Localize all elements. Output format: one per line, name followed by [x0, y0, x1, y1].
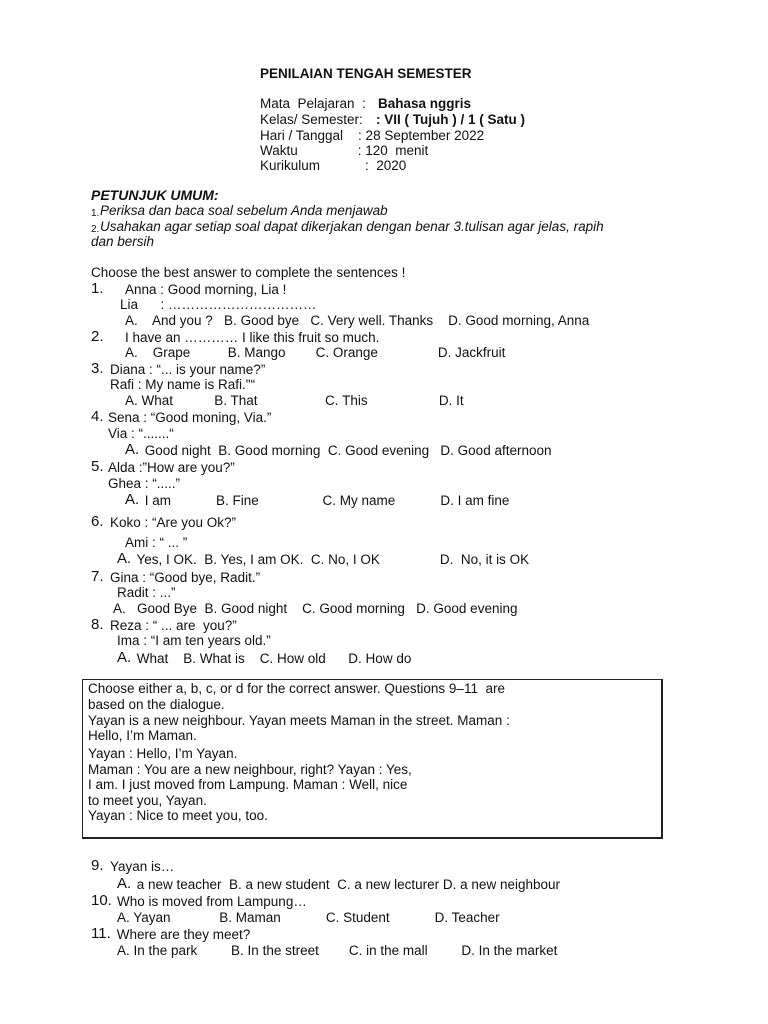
q11-options: A. In the park B. In the street C. in the mall D. In the market	[117, 943, 558, 958]
dialogue-line3: Yayan is a new neighbour. Yayan meets Maman in the street. Maman :	[88, 713, 510, 728]
q6-option-a-letter: A.	[117, 550, 132, 567]
q2-line1: I have an ………… I like this fruit so much.	[125, 330, 380, 345]
q7-options: A. Good Bye B. Good night C. Good morning D. Good evening	[113, 601, 518, 616]
q10-number: 10.	[91, 892, 112, 909]
q8-line1: Reza : “ ... are you?”	[110, 618, 237, 633]
q5-options: I am B. Fine C. My name D. I am fine	[141, 493, 510, 508]
q4-line1: Sena : “Good moning, Via.”	[108, 410, 272, 425]
q8-option-a-letter: A.	[117, 649, 132, 666]
q4-option-a-letter: A.	[125, 441, 140, 458]
subject-label: Mata Pelajaran :	[260, 96, 366, 111]
class-value: : VII ( Tujuh ) / 1 ( Satu )	[376, 112, 525, 127]
instruction-1: Periksa dan baca soal sebelum Anda menjawab	[100, 203, 388, 218]
q11-line1: Where are they meet?	[113, 927, 251, 942]
instructions-heading: PETUNJUK UMUM:	[91, 187, 219, 203]
dialogue-line2: based on the dialogue.	[88, 697, 225, 712]
q6-options: Yes, I OK. B. Yes, I am OK. C. No, I OK D. No, it is OK	[133, 552, 530, 567]
intro-text: Choose the best answer to complete the sentences !	[91, 265, 406, 280]
q11-number: 11.	[91, 925, 111, 942]
instruction-1-number: 1.	[91, 208, 100, 219]
dialogue-line6: Maman : You are a new neighbour, right? Yayan : Yes,	[88, 762, 412, 777]
q9-number: 9.	[91, 857, 104, 874]
q4-number: 4.	[91, 408, 104, 425]
q10-line1: Who is moved from Lampung…	[117, 894, 307, 909]
q9-options: a new teacher B. a new student C. a new lecturer D. a new neighbour	[133, 877, 560, 892]
q9-line1: Yayan is…	[110, 859, 175, 874]
q10-options: A. Yayan B. Maman C. Student D. Teacher	[117, 910, 500, 925]
page-title: PENILAIAN TENGAH SEMESTER	[260, 66, 472, 81]
q8-line2: Ima : “I am ten years old.”	[117, 633, 271, 648]
q3-line2: Rafi : My name is Rafi."“	[110, 377, 256, 392]
q6-line2: Ami : “ ... ”	[125, 535, 188, 550]
subject-value: Bahasa nggris	[378, 96, 472, 111]
dialogue-line7: I am. I just moved from Lampung. Maman : Well, nice	[88, 777, 408, 792]
dialogue-line4: Hello, I’m Maman.	[88, 728, 197, 743]
dialogue-line8: to meet you, Yayan.	[88, 793, 207, 808]
q1-number: 1.	[91, 280, 104, 297]
q9-option-a-letter: A.	[117, 875, 132, 892]
dialogue-line5: Yayan : Hello, I’m Yayan.	[88, 746, 238, 761]
q7-line1: Gina : “Good bye, Radit.”	[110, 570, 261, 585]
q7-number: 7.	[91, 568, 104, 585]
q7-line2: Radit : ...”	[117, 585, 176, 600]
q5-option-a-letter: A.	[125, 491, 140, 508]
q5-number: 5.	[91, 458, 104, 475]
q1-line2: Lia : ……………………………	[120, 297, 317, 312]
time-line: Waktu : 120 menit	[260, 143, 429, 158]
q2-options: A. Grape B. Mango C. Orange D. Jackfruit	[125, 345, 506, 360]
instruction-2: Usahakan agar setiap soal dapat dikerjakan dengan benar 3.tulisan agar jelas, rapih	[100, 219, 604, 234]
q4-line2: Via : “.......“	[108, 426, 174, 441]
q2-number: 2.	[91, 328, 104, 345]
q3-line1: Diana : “... is your name?”	[110, 362, 266, 377]
date-line: Hari / Tanggal : 28 September 2022	[260, 128, 485, 143]
class-label: Kelas/ Semester:	[260, 112, 363, 127]
instruction-2-continued: dan bersih	[91, 234, 155, 249]
q6-number: 6.	[91, 513, 104, 530]
q1-options: A. And you ? B. Good bye C. Very well. Thanks D. Good morning, Anna	[125, 313, 590, 328]
instruction-2-number: 2.	[91, 224, 100, 235]
q6-line1: Koko : “Are you Ok?”	[110, 515, 237, 530]
curriculum-line: Kurikulum : 2020	[260, 158, 407, 173]
dialogue-line9: Yayan : Nice to meet you, too.	[88, 808, 268, 823]
q5-line1: Alda :”How are you?”	[108, 460, 235, 475]
q5-line2: Ghea : “.....”	[108, 476, 181, 491]
q8-number: 8.	[91, 616, 104, 633]
q8-options: What B. What is C. How old D. How do	[133, 651, 412, 666]
q3-number: 3.	[91, 360, 104, 377]
q4-options: Good night B. Good morning C. Good evening D. Good afternoon	[141, 443, 552, 458]
q3-options: A. What B. That C. This D. It	[125, 393, 464, 408]
dialogue-line1: Choose either a, b, c, or d for the correct answer. Questions 9–11 are	[88, 681, 505, 696]
q1-line1: Anna : Good morning, Lia !	[125, 282, 287, 297]
